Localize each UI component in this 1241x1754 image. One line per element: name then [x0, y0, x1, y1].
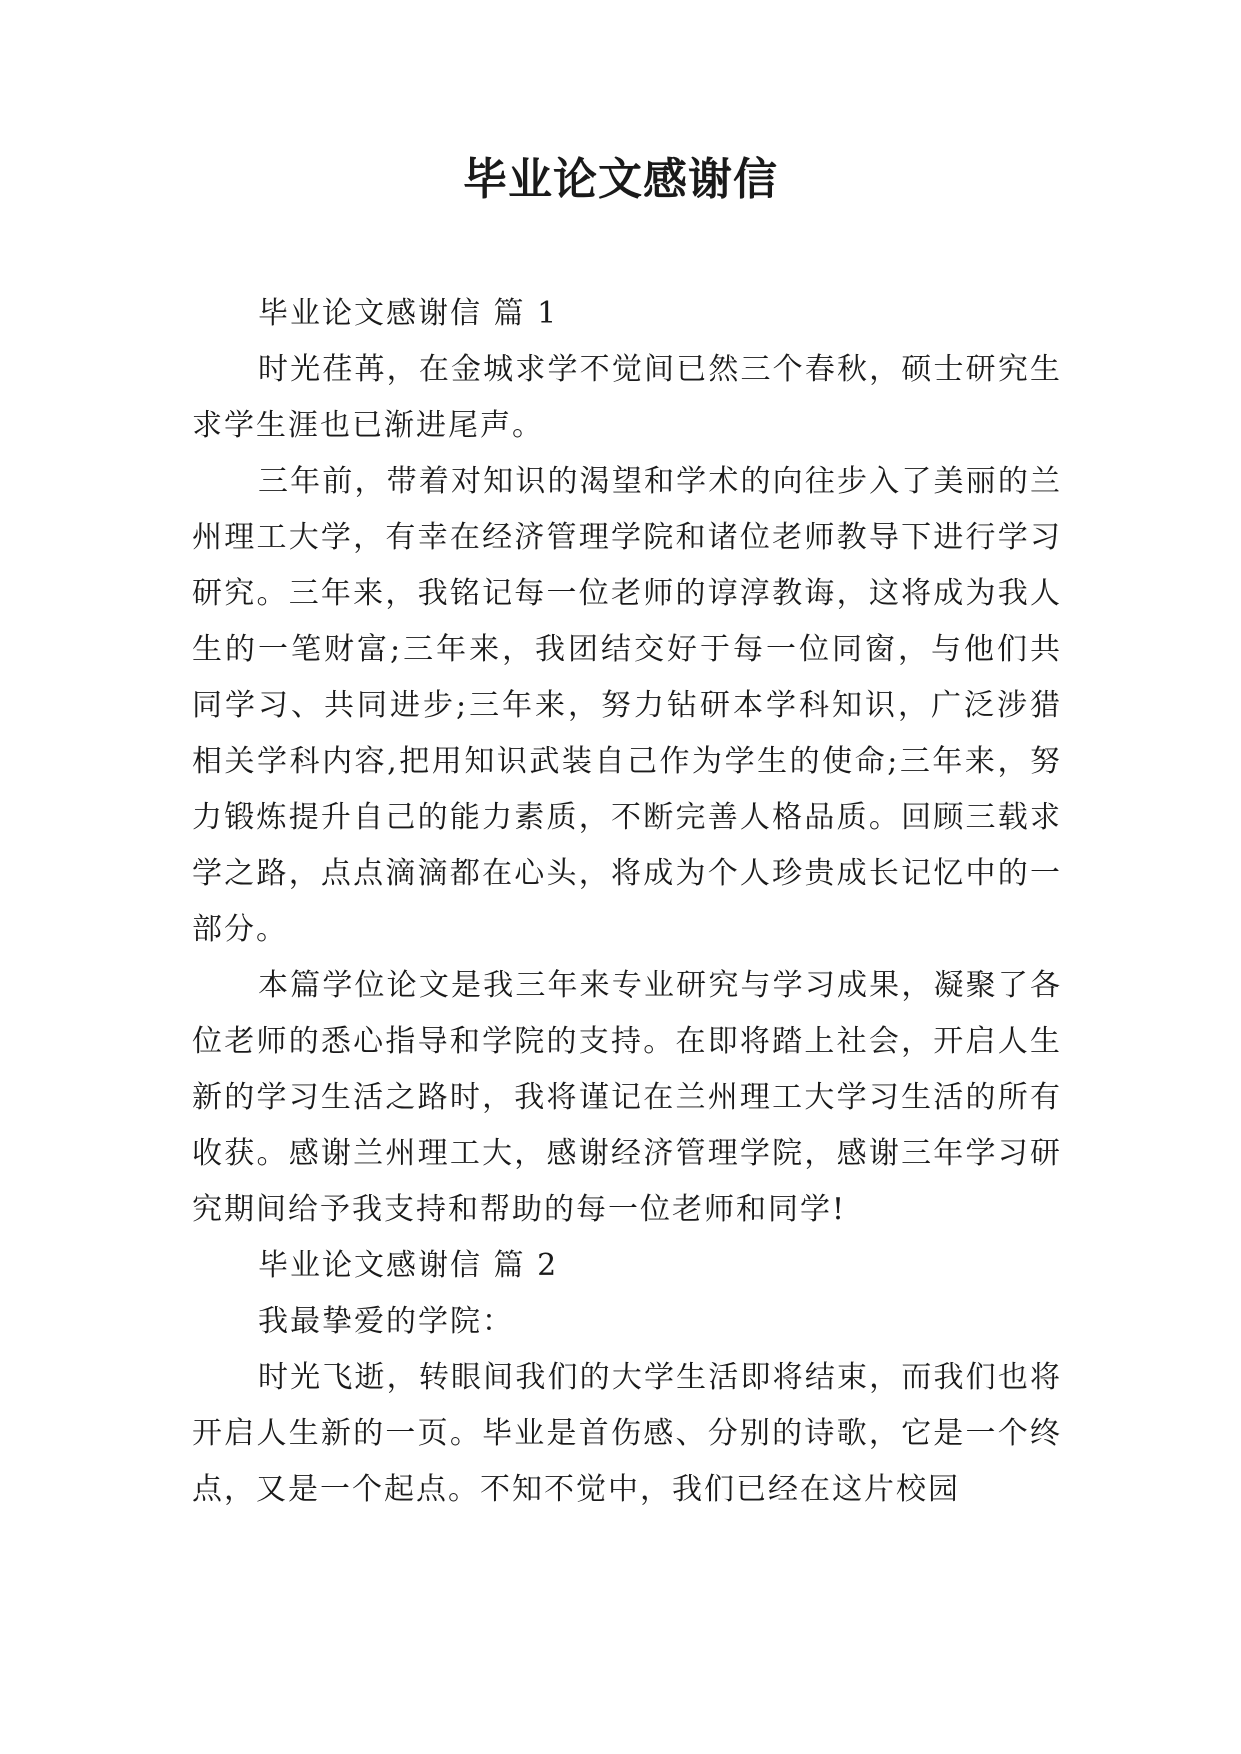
- document-title: 毕业论文感谢信: [463, 154, 778, 205]
- paragraph: 时光飞逝，转眼间我们的大学生活即将结束，而我们也将开启人生新的一页。毕业是首伤感、分别的诗歌，它是一个终点，又是一个起点。不知不觉中，我们已经在这片校园: [192, 1360, 1062, 1507]
- section-heading-1: 毕业论文感谢信 篇 1: [258, 296, 559, 331]
- section-heading-2: 毕业论文感谢信 篇 2: [258, 1248, 559, 1283]
- paragraph: 时光荏苒，在金城求学不觉间已然三个春秋，硕士研究生求学生涯也已渐进尾声。: [192, 352, 1062, 443]
- salutation: 我最挚爱的学院：: [258, 1304, 514, 1339]
- document-body: [192, 286, 1062, 1518]
- paragraph: 三年前，带着对知识的渴望和学术的向往步入了美丽的兰州理工大学，有幸在经济管理学院和诸位老师教导下进行学习研究。三年来，我铭记每一位老师的谆淳教诲，这将成为我人生的一笔财富;三年来，我团结交好于每一位同窗，与他们共同学习、共同进步;三年来，努力钻研本学科知识，广泛涉猎相关学科内容,把用知识武装自己作为学生的使命;三年来，努力锻炼提升自己的能力素质，不断完善人格品质。回顾三载求学之路，点点滴滴都在心头，将成为个人珍贵成长记忆中的一部分。: [192, 464, 1062, 947]
- paragraph: 本篇学位论文是我三年来专业研究与学习成果，凝聚了各位老师的悉心指导和学院的支持。在即将踏上社会，开启人生新的学习生活之路时，我将谨记在兰州理工大学习生活的所有收获。感谢兰州理工大，感谢经济管理学院，感谢三年学习研究期间给予我支持和帮助的每一位老师和同学!: [192, 968, 1062, 1227]
